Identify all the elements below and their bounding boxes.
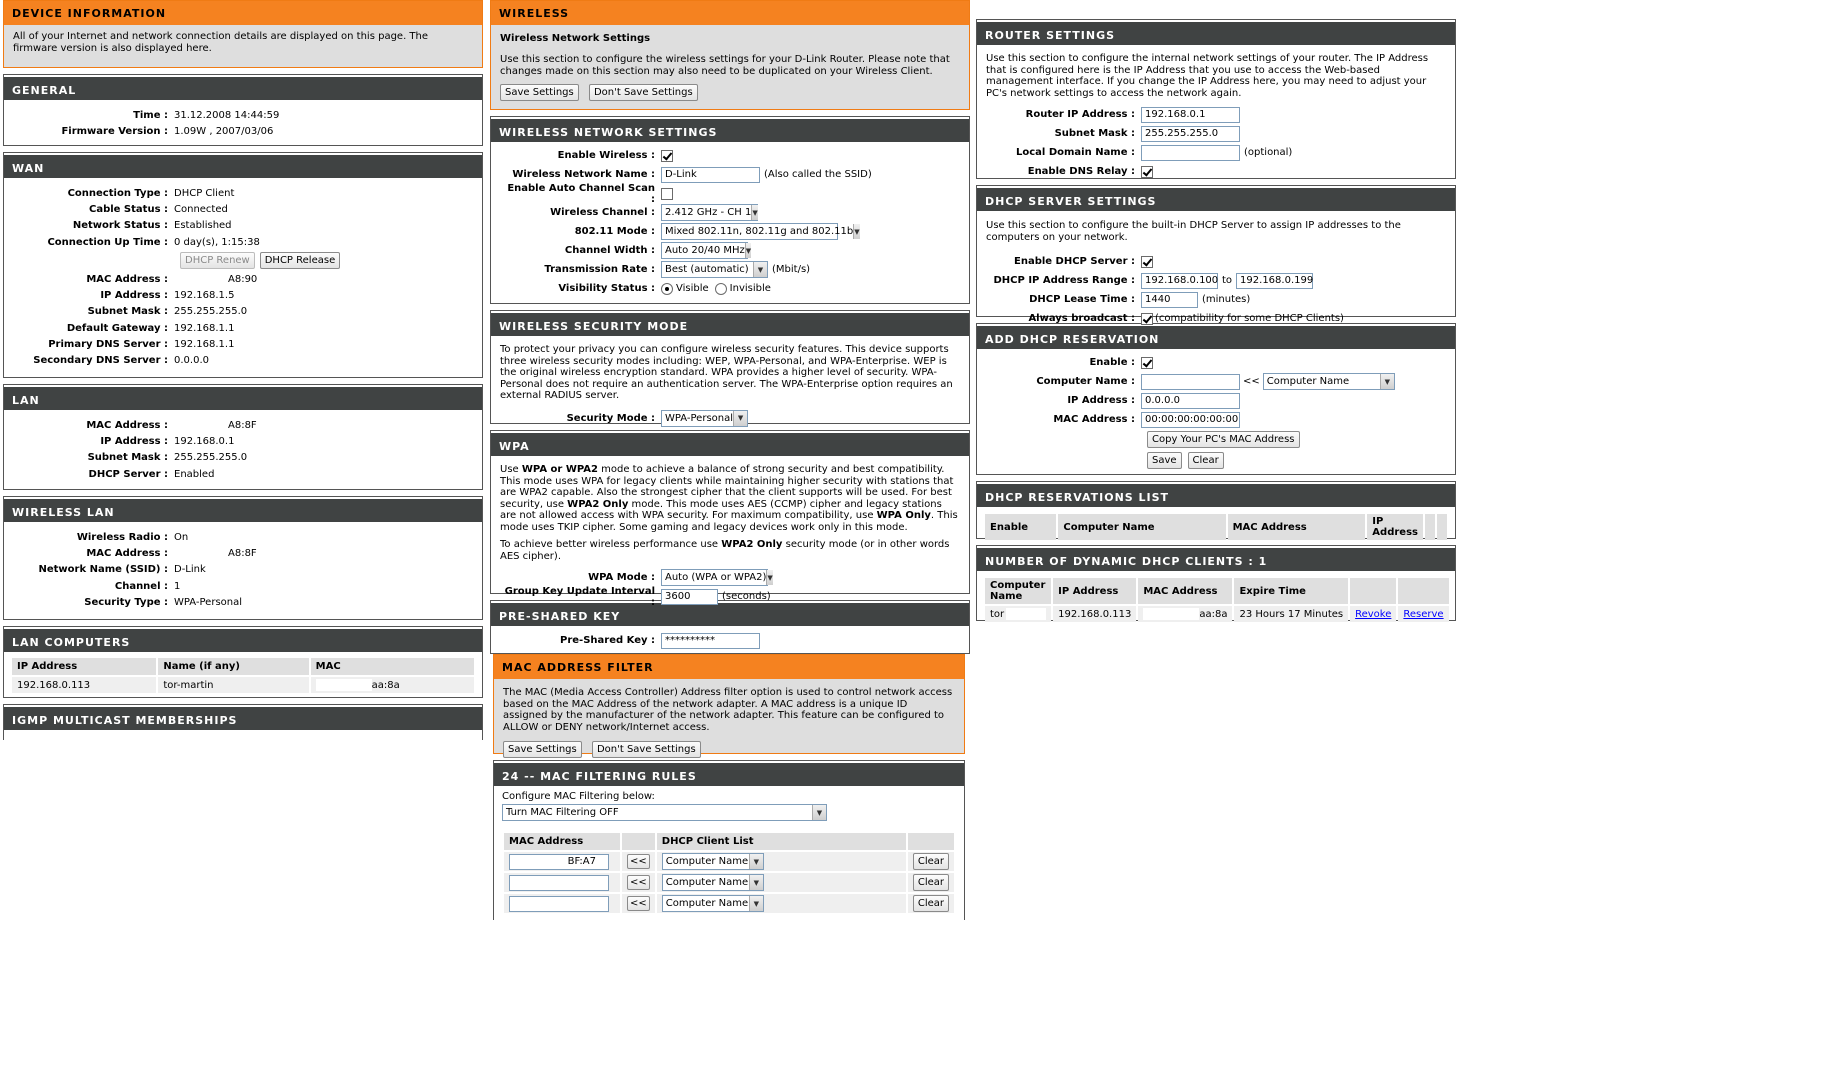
wlan-info-row [13,578,473,594]
dynamic-dhcp-clients-panel [976,545,1456,621]
revoke-link[interactable]: Revoke [1355,608,1392,620]
cell-mac [504,894,620,913]
copy-arrow: << [1243,376,1260,387]
wan-info-label: Secondary DNS Server : [33,355,168,367]
chevron-down-icon: ▼ [733,411,747,426]
col-reserve [1398,578,1448,604]
lan-computers-table [10,656,476,695]
chevron-down-icon: ▼ [745,243,751,258]
copy-mac-button[interactable]: Copy Your PC's MAC Address [1147,431,1300,448]
wan-panel [3,152,483,378]
psk-label: Pre-Shared Key : [560,635,655,646]
col-name: Name (if any) [158,658,308,675]
cell-mac [504,873,620,892]
dhcp-range-start-input[interactable]: 192.168.0.100 [1141,273,1218,289]
time-label: Time : [133,109,168,121]
firmware-value: 1.09W , 2007/03/06 [174,125,274,137]
panel-title: WIRELESS LAN [4,497,482,522]
dhcp-client-select[interactable]: Computer Name ▼ [662,853,764,870]
middle-lower-column [493,654,965,926]
mac-filtering-rules-panel [493,760,965,920]
subnet-mask-input[interactable]: 255.255.255.0 [1141,126,1240,142]
reservation-ip-label: IP Address : [1067,395,1135,406]
save-settings-button[interactable]: Save Settings [500,84,579,101]
panel-title: DEVICE INFORMATION [4,1,482,25]
dhcp-release-button[interactable]: DHCP Release [260,252,340,269]
wan-info-value: Established [174,220,232,232]
col-computer-name: Computer Name [1058,514,1225,540]
wan-info-label: Network Status : [72,220,168,232]
computer-name-select[interactable]: Computer Name ▼ [1263,373,1395,390]
panel-title: IGMP MULTICAST MEMBERSHIPS [4,705,482,730]
channel-width-select[interactable]: Auto 20/40 MHz ▼ [661,242,748,259]
router-settings-panel [976,19,1456,179]
cell-reserve [1398,606,1448,622]
always-broadcast-checkbox[interactable] [1141,313,1153,325]
reservation-enable-checkbox[interactable] [1141,357,1153,369]
mode-select[interactable]: Mixed 802.11n, 802.11g and 802.11b ▼ [661,223,838,240]
panel-title: WPA [491,431,969,456]
router-ip-input[interactable]: 192.168.0.1 [1141,107,1240,123]
wlan-info-label: Wireless Radio : [76,531,168,543]
wan-info-value: 192.168.1.1 [174,322,235,334]
redacted-block [1006,608,1046,620]
panel-description: Use this section to configure the wireless settings for your D-Link Router. Please note that changes made on this section may also need to be duplicated on your Wireless Client. [500,54,950,77]
wan-info-label: Connection Type : [67,187,168,199]
domain-input[interactable] [1141,145,1240,161]
wan-info-label: Connection Up Time : [47,236,168,248]
col-action-1 [1425,514,1435,540]
right-column [976,19,1456,627]
security-mode-select[interactable]: WPA-Personal ▼ [661,410,748,427]
always-broadcast-label: Always broadcast : [1028,313,1135,324]
wlan-info-row [13,545,473,561]
col-clear [908,833,954,850]
pre-shared-key-panel [490,600,970,654]
panel-title: 24 -- MAC FILTERING RULES [494,761,964,786]
lan-computers-panel [3,626,483,698]
general-panel [3,74,483,146]
redacted-block [316,679,372,691]
dhcp-server-settings-panel [976,185,1456,324]
lan-info-value: Enabled [174,468,215,480]
panel-description: The MAC (Media Access Controller) Address filter option is used to control network access based on the MAC Address of the network adapter. A MAC address is a unique ID assigned by the manufacturer of the network adapter. This feature can be configured to ALLOW or DENY network/Internet access. [503,687,953,733]
col-revoke [1350,578,1396,604]
chevron-down-icon: ▼ [749,875,763,890]
dont-save-settings-button[interactable]: Don't Save Settings [589,84,698,101]
reservation-save-button[interactable]: Save [1147,452,1182,469]
middle-column [490,0,970,660]
cell-clear [908,894,954,913]
wan-info-row [13,271,473,287]
configure-label: Configure MAC Filtering below: [502,791,655,802]
lease-time-label: DHCP Lease Time : [1029,294,1135,305]
rate-select[interactable]: Best (automatic) ▼ [661,261,768,278]
panel-description: Use WPA or WPA2 mode to achieve a balance of strong security and best compatibility. This mode uses WPA for legacy clients while maintaining higher security with stations that are WPA2 capable. Also the strongest cipher that the client supports will be used. For best security, use WPA2 Only mode. This mode uses AES (CCMP) cipher and legacy stations are not allowed access with WPA security. For maximum compatibility, use WPA Only. This mode uses TKIP cipher. Some gaming and legacy devices work only in this mode. [500,464,958,533]
wireless-lan-panel [3,496,483,620]
network-name-input[interactable]: D-Link [661,167,760,183]
wan-info-value: 0 day(s), 1:15:38 [174,236,260,248]
panel-subtitle: Wireless Network Settings [500,33,651,44]
enable-dhcp-label: Enable DHCP Server : [1014,256,1135,267]
wpa-mode-select[interactable]: Auto (WPA or WPA2) ▼ [661,569,768,586]
router-ip-label: Router IP Address : [1025,109,1135,120]
wan-info-value: 192.168.1.5 [174,290,235,302]
panel-description: Use this section to configure the built-in DHCP Server to assign IP addresses to the computers on your network. [986,220,1401,243]
igmp-panel [3,704,483,740]
wan-info-label: Default Gateway : [66,322,168,334]
visible-label: Visible [676,283,709,294]
cell-arrow [622,894,655,913]
reservation-mac-label: MAC Address : [1053,414,1135,425]
cell-mac [504,852,620,871]
mac-filter-mode-select[interactable]: Turn MAC Filtering OFF ▼ [502,804,827,821]
table-row [504,894,954,913]
security-mode-label: Security Mode : [566,412,655,424]
channel-label: Wireless Channel : [550,207,655,218]
reservation-ip-input[interactable]: 0.0.0.0 [1141,393,1240,409]
panel-title: WIRELESS [491,1,969,25]
dhcp-client-select[interactable]: Computer Name ▼ [662,895,764,912]
wan-info-label: Subnet Mask : [87,306,168,318]
panel-description: To protect your privacy you can configure wireless security features. This device supports three wireless security modes including: WEP, WPA-Personal, and WPA-Enterprise. WEP is the original wireless encryption standard. WPA provides a higher level of security. WPA-Personal does not require an authentication server. The WPA-Enterprise option requires an external RADIUS server. [500,344,953,401]
cell-dhcp [657,873,906,892]
group-key-unit: (seconds) [722,591,771,602]
wan-info-row [13,320,473,336]
wireless-network-settings-panel [490,116,970,304]
col-dhcp-client-list: DHCP Client List [657,833,906,850]
wan-info-label: MAC Address : [86,273,168,285]
psk-input[interactable]: ********** [661,633,760,649]
add-dhcp-reservation-panel [976,323,1456,475]
panel-description: Use this section to configure the internal network settings of your router. The IP Address that is configured here is the IP Address that you use to access the Web-based management interface. If you change the IP Address here, you may need to adjust your PC's network settings to access the network again. [986,53,1429,99]
dhcp-range-end-input[interactable]: 192.168.0.199 [1236,273,1313,289]
chevron-down-icon: ▼ [753,262,767,277]
wireless-security-mode-panel [490,310,970,424]
col-mac: MAC Address [1138,578,1232,604]
panel-title: ADD DHCP RESERVATION [977,324,1455,349]
left-column [3,0,483,746]
wan-info-value: 255.255.255.0 [174,306,248,318]
panel-title: LAN [4,385,482,410]
panel-title: ROUTER SETTINGS [977,20,1455,45]
firmware-label: Firmware Version : [61,125,168,137]
chevron-down-icon: ▼ [766,570,772,585]
reservation-enable-label: Enable : [1089,357,1135,368]
lan-info-value: A8:8F [228,419,257,431]
enable-wireless-label: Enable Wireless : [557,150,655,161]
mac-filter-input[interactable] [509,875,609,891]
cell-clear [908,873,954,892]
wlan-info-label: Security Type : [84,596,168,608]
time-value: 31.12.2008 14:44:59 [174,109,280,121]
wlan-info-label: Network Name (SSID) : [38,564,168,576]
performance-note: To achieve better wireless performance use WPA2 Only security mode (or in other words AES cipher). [500,539,950,562]
panel-title: DHCP RESERVATIONS LIST [977,482,1455,507]
wlan-info-label: MAC Address : [86,547,168,559]
dhcp-client-select[interactable]: Computer Name ▼ [662,874,764,891]
wlan-info-label: Channel : [114,580,168,592]
cell-dhcp [657,852,906,871]
col-ip: IP Address [12,658,156,675]
cell-arrow [622,852,655,871]
lan-info-row [13,466,473,482]
wlan-info-value: On [174,531,189,543]
lease-time-input[interactable]: 1440 [1141,292,1198,308]
panel-title: WAN [4,153,482,178]
device-information-panel [3,0,483,68]
wlan-info-row [13,529,473,545]
copy-to-mac-button[interactable]: << [627,896,650,911]
wan-info-value: A8:90 [228,273,258,285]
rate-label: Transmission Rate : [544,264,655,275]
computer-name-label: Computer Name : [1036,376,1135,387]
panel-title: PRE-SHARED KEY [491,601,969,626]
panel-title: NUMBER OF DYNAMIC DHCP CLIENTS : 1 [977,546,1455,571]
col-enable: Enable [985,514,1056,540]
wan-info-row [13,336,473,352]
panel-description: All of your Internet and network connection details are displayed on this page. The firmware version is also displayed here. [13,31,429,54]
clear-button[interactable]: Clear [913,874,949,891]
lan-info-value: 192.168.0.1 [174,435,235,447]
lan-info-row [13,450,473,466]
auto-channel-label: Enable Auto Channel Scan : [507,182,655,205]
visibility-label: Visibility Status : [558,283,655,294]
lan-info-label: DHCP Server : [88,468,168,480]
dont-save-settings-button[interactable]: Don't Save Settings [592,741,701,758]
chevron-down-icon: ▼ [1380,374,1394,389]
cell-dhcp [657,894,906,913]
dhcp-range-label: DHCP IP Address Range : [993,275,1135,286]
wpa-mode-label: WPA Mode : [588,572,655,583]
chevron-down-icon: ▼ [812,805,826,820]
group-key-input[interactable]: 3600 [661,589,718,605]
cell-revoke [1350,606,1396,622]
dhcp-renew-button[interactable]: DHCP Renew [180,252,255,269]
mac-address-filter-panel [493,654,965,754]
table-row [504,852,954,871]
invisible-radio[interactable] [715,283,727,295]
cell-clear [908,852,954,871]
col-ip: IP Address [1367,514,1423,540]
lan-info-value: 255.255.255.0 [174,452,248,464]
wlan-info-value: A8:8F [228,547,257,559]
col-mac: MAC Address [504,833,620,850]
lan-info-row [13,433,473,449]
wan-info-row [13,353,473,369]
mac-filter-table [502,831,956,915]
wlan-info-value: WPA-Personal [174,596,243,608]
cell-name: tor [985,606,1051,622]
copy-to-mac-button[interactable]: << [627,854,650,869]
table-row [504,873,954,892]
broadcast-note: (compatibility for some DHCP Clients) [1155,313,1344,324]
chevron-down-icon: ▼ [749,854,763,869]
wlan-info-value: 1 [174,580,181,592]
group-key-label: Group Key Update Interval : [504,585,655,608]
redacted-block [1143,608,1199,620]
cell-expire: 23 Hours 17 Minutes [1234,606,1348,622]
panel-title: MAC ADDRESS FILTER [494,655,964,679]
reservation-mac-input[interactable]: 00:00:00:00:00:00 [1141,412,1240,428]
wan-info-value: 0.0.0.0 [174,355,209,367]
panel-title: WIRELESS SECURITY MODE [491,311,969,336]
reserve-link[interactable]: Reserve [1403,608,1444,620]
table-row [12,677,474,693]
cell-ip: 192.168.0.113 [12,677,156,693]
lan-info-label: Subnet Mask : [87,452,168,464]
optional-note: (optional) [1244,147,1293,158]
wpa-panel [490,430,970,608]
wlan-info-value: D-Link [174,564,206,576]
dhcp-reservations-list-panel [976,481,1456,539]
col-computer-name: Computer Name [985,578,1051,604]
wlan-info-row [13,594,473,610]
cell-ip: 192.168.0.113 [1053,606,1136,622]
panel-title: DHCP SERVER SETTINGS [977,186,1455,211]
wan-info-label: IP Address : [100,290,168,302]
cell-mac: aa:8a [1138,606,1232,622]
mode-label: 802.11 Mode : [574,226,655,237]
mac-filter-input[interactable]: BF:A7 [509,854,609,870]
wlan-info-row [13,562,473,578]
col-mac: MAC Address [1228,514,1366,540]
wan-info-label: Primary DNS Server : [48,339,168,351]
copy-to-mac-button[interactable]: << [627,875,650,890]
panel-title: LAN COMPUTERS [4,627,482,652]
wan-info-value: DHCP Client [174,187,235,199]
lan-info-label: IP Address : [100,435,168,447]
panel-title: GENERAL [4,75,482,100]
clear-button[interactable]: Clear [913,895,949,912]
chevron-down-icon: ▼ [751,205,757,220]
chevron-down-icon: ▼ [749,896,763,911]
table-row [985,606,1449,622]
dns-relay-label: Enable DNS Relay : [1027,166,1135,177]
ssid-note: (Also called the SSID) [764,169,872,180]
col-expire: Expire Time [1234,578,1348,604]
computer-name-input[interactable] [1141,374,1240,390]
clear-button[interactable]: Clear [913,853,949,870]
chevron-down-icon: ▼ [853,224,859,239]
reservations-table [983,512,1449,542]
enable-wireless-checkbox[interactable] [661,150,673,162]
panel-title: WIRELESS NETWORK SETTINGS [491,117,969,142]
lease-unit: (minutes) [1202,294,1251,305]
lan-info-label: MAC Address : [86,419,168,431]
channel-width-label: Channel Width : [564,245,655,256]
wan-info-row [13,304,473,320]
wireless-panel [490,0,970,110]
mac-filter-input[interactable] [509,896,609,912]
lan-info-row [13,417,473,433]
wan-info-row [13,218,473,234]
invisible-label: Invisible [729,283,771,294]
reservation-clear-button[interactable]: Clear [1188,452,1224,469]
dhcp-clients-table [983,576,1451,624]
wan-info-row [13,287,473,303]
visible-radio[interactable] [661,283,673,295]
dns-relay-checkbox[interactable] [1141,166,1153,178]
domain-label: Local Domain Name : [1016,147,1135,158]
col-ip: IP Address [1053,578,1136,604]
wan-info-value: Connected [174,203,228,215]
range-to-label: to [1222,275,1233,286]
col-arrow [622,833,655,850]
cell-mac: aa:8a [311,677,474,693]
network-name-label: Wireless Network Name : [512,169,655,180]
wan-info-row [13,185,473,201]
save-settings-button[interactable]: Save Settings [503,741,582,758]
cell-name: tor-martin [158,677,308,693]
col-action-2 [1437,514,1447,540]
subnet-mask-label: Subnet Mask : [1054,128,1135,139]
wan-info-value: 192.168.1.1 [174,339,235,351]
auto-channel-checkbox[interactable] [661,188,673,200]
cell-arrow [622,873,655,892]
wan-info-row [13,234,473,250]
wan-info-row [13,201,473,217]
rate-unit: (Mbit/s) [772,264,811,275]
channel-select[interactable]: 2.412 GHz - CH 1 ▼ [661,204,758,221]
wan-info-label: Cable Status : [89,203,168,215]
enable-dhcp-checkbox[interactable] [1141,256,1153,268]
lan-panel [3,384,483,490]
col-mac: MAC [311,658,474,675]
